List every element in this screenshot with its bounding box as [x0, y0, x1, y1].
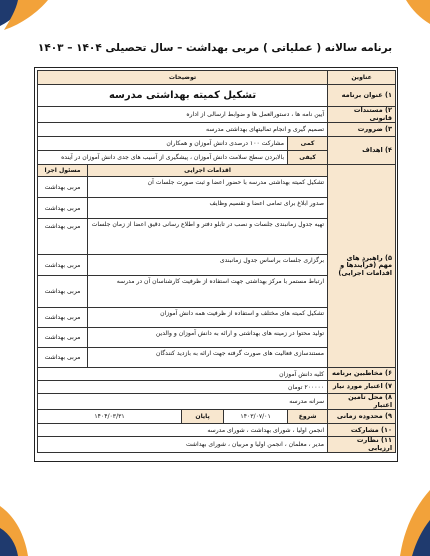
program-table	[37, 70, 396, 453]
value-supervision: مدیر ، معلمان ، انجمن اولیا و مربیان ، شورای بهداشت	[38, 437, 328, 453]
row-program-title	[38, 85, 396, 107]
step-action: تشکیل کمیته بهداشتی مدرسه با حضور اعضا و ثبت صورت جلسات آن	[88, 177, 328, 198]
step-action: صدور ابلاغ برای تمامی اعضا و تقسیم وظایف	[88, 198, 328, 219]
page-title: برنامه سالانه ( عملیاتی ) مربی بهداشت – سال تحصیلی ۱۴۰۴ – ۱۴۰۳	[37, 42, 393, 54]
end-date: ۱۴۰۴/۰۳/۳۱	[38, 410, 182, 424]
header-description: توضیحات	[38, 71, 328, 85]
goal-kind-qualitative: کیفی	[288, 151, 328, 165]
value-program-title: تشکیل کمیته بهداشتی مدرسه	[38, 85, 328, 107]
row-strategies-header	[38, 165, 396, 177]
row-budget-source	[38, 394, 396, 410]
label-participation: ۱۰) مشارکت	[328, 424, 396, 437]
header-actions: اقدامات اجرایی	[88, 165, 328, 177]
step-responsible: مربی بهداشت	[38, 276, 88, 308]
step-action: تشکیل کمیته های مختلف و استفاده از ظرفیت همه دانش آموزان	[88, 308, 328, 328]
step-action: مستندسازی فعالیت های صورت گرفته جهت ارائه به بازدید کنندگان	[88, 348, 328, 368]
header-responsible: مسئول اجرا	[38, 165, 88, 177]
step-responsible: مربی بهداشت	[38, 219, 88, 255]
start-label: شروع	[288, 410, 328, 424]
label-audience: ۶) مخاطبین برنامه	[328, 368, 396, 381]
step-responsible: مربی بهداشت	[38, 177, 88, 198]
label-supervision: ۱۱) نظارت ارزیابی	[328, 437, 396, 453]
value-budget: ۲۰۰۰۰۰ تومان	[38, 381, 328, 394]
row-audience	[38, 368, 396, 381]
label-strategies: ۵) راهبرد های مهم (فرآیندها و اقدامات اجرایی)	[328, 165, 396, 368]
value-legal-documents: آیین نامه ها ، دستورالعمل ها و ضوابط ارسالی از اداره	[38, 107, 328, 123]
step-action: تولید محتوا در زمینه های بهداشتی و ارائه به دانش آموزان و والدین	[88, 328, 328, 348]
step-action: ارتباط مستمر با مرکز بهداشتی جهت استفاده از ظرفیت کارشناسان آن در مدرسه	[88, 276, 328, 308]
end-label: پایان	[182, 410, 224, 424]
label-program-title: ۱) عنوان برنامه	[328, 85, 396, 107]
goal-quantitative-value: مشارکت ۱۰۰ درصدی دانش آموزان و همکاران	[38, 137, 288, 151]
step-responsible: مربی بهداشت	[38, 255, 88, 276]
label-goals: ۴) اهداف	[328, 137, 396, 165]
top-right-decoration	[390, 0, 430, 40]
label-budget: ۷) اعتبار مورد نیاز	[328, 381, 396, 394]
goal-kind-quantitative: کمی	[288, 137, 328, 151]
row-timeframe	[38, 410, 396, 424]
bottom-right-decoration	[370, 490, 430, 556]
label-legal-documents: ۲) مستندات قانونی	[328, 107, 396, 123]
step-responsible: مربی بهداشت	[38, 198, 88, 219]
value-audience: کلیه دانش آموزان	[38, 368, 328, 381]
top-left-decoration	[0, 0, 60, 40]
value-budget-source: سرانه مدرسه	[38, 394, 328, 410]
value-necessity: تصمیم گیری و انجام تمالیتهای بهداشتی مدرسه	[38, 123, 328, 137]
header-titles: عناوین	[328, 71, 396, 85]
label-budget-source: ۸) محل تامین اعتبار	[328, 394, 396, 410]
label-timeframe: ۹) محدوده زمانی	[328, 410, 396, 424]
goal-qualitative-value: بالابردن سطح سلامت دانش آموزان ، پیشگیری از آسیب های جدی دانش آموزان در آینده	[38, 151, 288, 165]
step-responsible: مربی بهداشت	[38, 348, 88, 368]
row-goals-quantitative	[38, 137, 396, 151]
step-action: برگزاری جلسات براساس جدول زمانبندی	[88, 255, 328, 276]
step-action: تهیه جدول زمانبندی جلسات و نصب در تابلو دفتر و اطلاع رسانی دقیق اعضا از زمان جلسات	[88, 219, 328, 255]
row-supervision	[38, 437, 396, 453]
start-date: ۱۴۰۳/۰۷/۰۱	[224, 410, 288, 424]
step-responsible: مربی بهداشت	[38, 328, 88, 348]
row-legal-documents	[38, 107, 396, 123]
label-necessity: ۳) ضرورت	[328, 123, 396, 137]
row-necessity	[38, 123, 396, 137]
row-participation	[38, 424, 396, 437]
row-budget	[38, 381, 396, 394]
bottom-left-decoration	[0, 496, 60, 556]
table-header-row	[38, 71, 396, 85]
step-responsible: مربی بهداشت	[38, 308, 88, 328]
value-participation: انجمن اولیا ، شورای بهداشت ، شورای مدرسه	[38, 424, 328, 437]
